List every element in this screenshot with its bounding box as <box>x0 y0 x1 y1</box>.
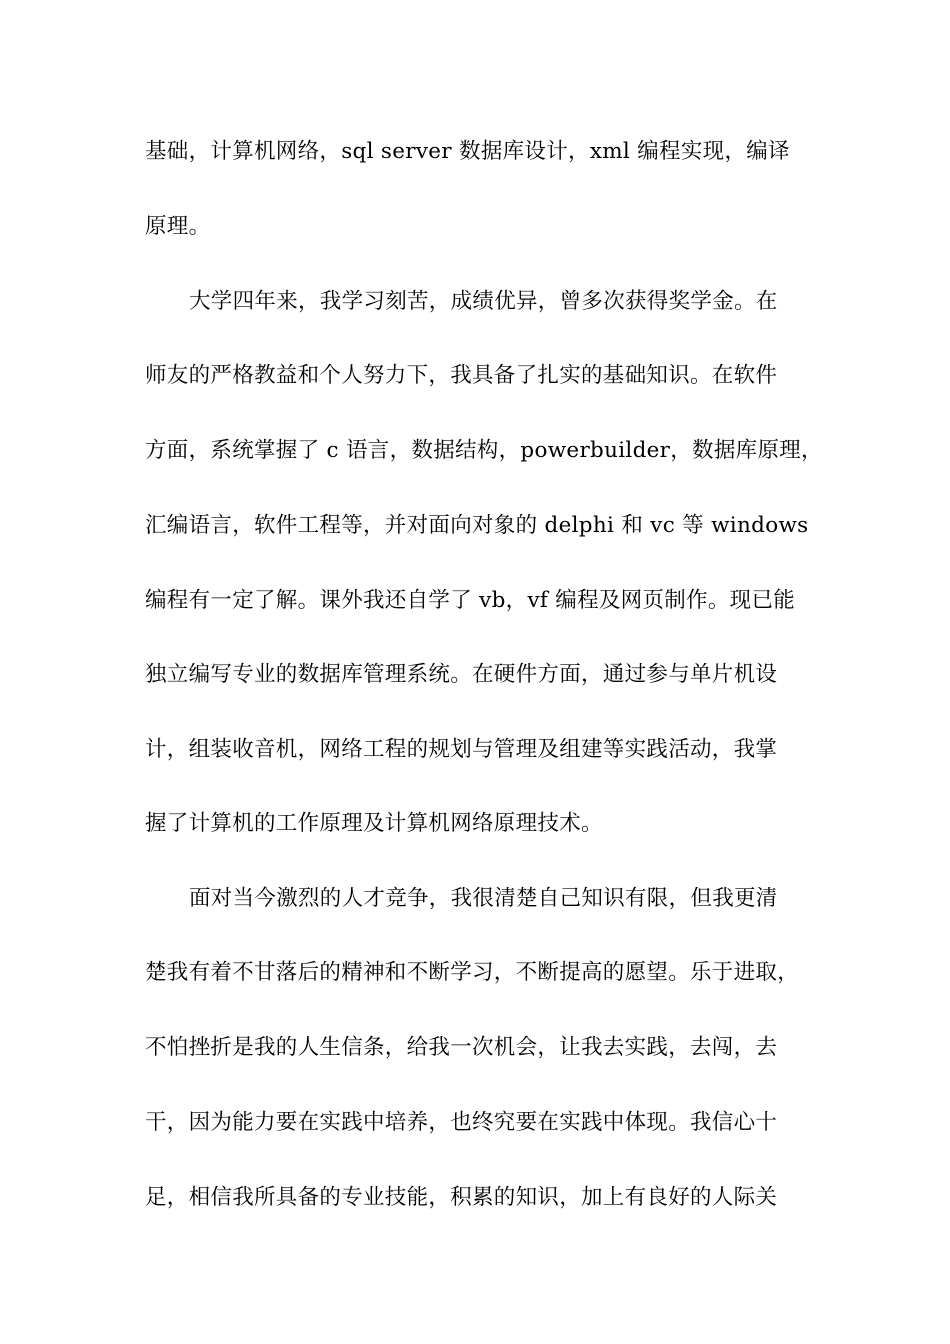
text-line: 编程有一定了解。课外我还自学了 vb，vf 编程及网页制作。现已能 <box>145 588 796 613</box>
text-line: 不怕挫折是我的人生信条，给我一次机会，让我去实践，去闯，去 <box>145 1035 778 1060</box>
text-line: 楚我有着不甘落后的精神和不断学习，不断提高的愿望。乐于进取， <box>145 960 800 985</box>
text-line: 基础，计算机网络，sql server 数据库设计，xml 编程实现，编译 <box>145 139 790 164</box>
text-line: 计，组装收音机，网络工程的规划与管理及组建等实践活动，我掌 <box>145 737 778 762</box>
text-line: 方面，系统掌握了 c 语言，数据结构，powerbuilder，数据库原理， <box>145 438 823 463</box>
text-line: 干，因为能力要在实践中培养，也终究要在实践中体现。我信心十 <box>145 1110 778 1135</box>
paragraph-first-line: 面对当今激烈的人才竞争，我很清楚自己知识有限，但我更清 <box>189 886 778 911</box>
text-line: 汇编语言，软件工程等，并对面向对象的 delphi 和 vc 等 windows <box>145 513 809 538</box>
text-line: 握了计算机的工作原理及计算机网络原理技术。 <box>145 811 603 836</box>
text-line: 原理。 <box>145 214 211 239</box>
text-line: 师友的严格教益和个人努力下，我具备了扎实的基础知识。在软件 <box>145 363 778 388</box>
paragraph-first-line: 大学四年来，我学习刻苦，成绩优异，曾多次获得奖学金。在 <box>189 289 778 314</box>
text-line: 足，相信我所具备的专业技能，积累的知识，加上有良好的人际关 <box>145 1185 778 1210</box>
text-line: 独立编写专业的数据库管理系统。在硬件方面，通过参与单片机设 <box>145 662 778 687</box>
